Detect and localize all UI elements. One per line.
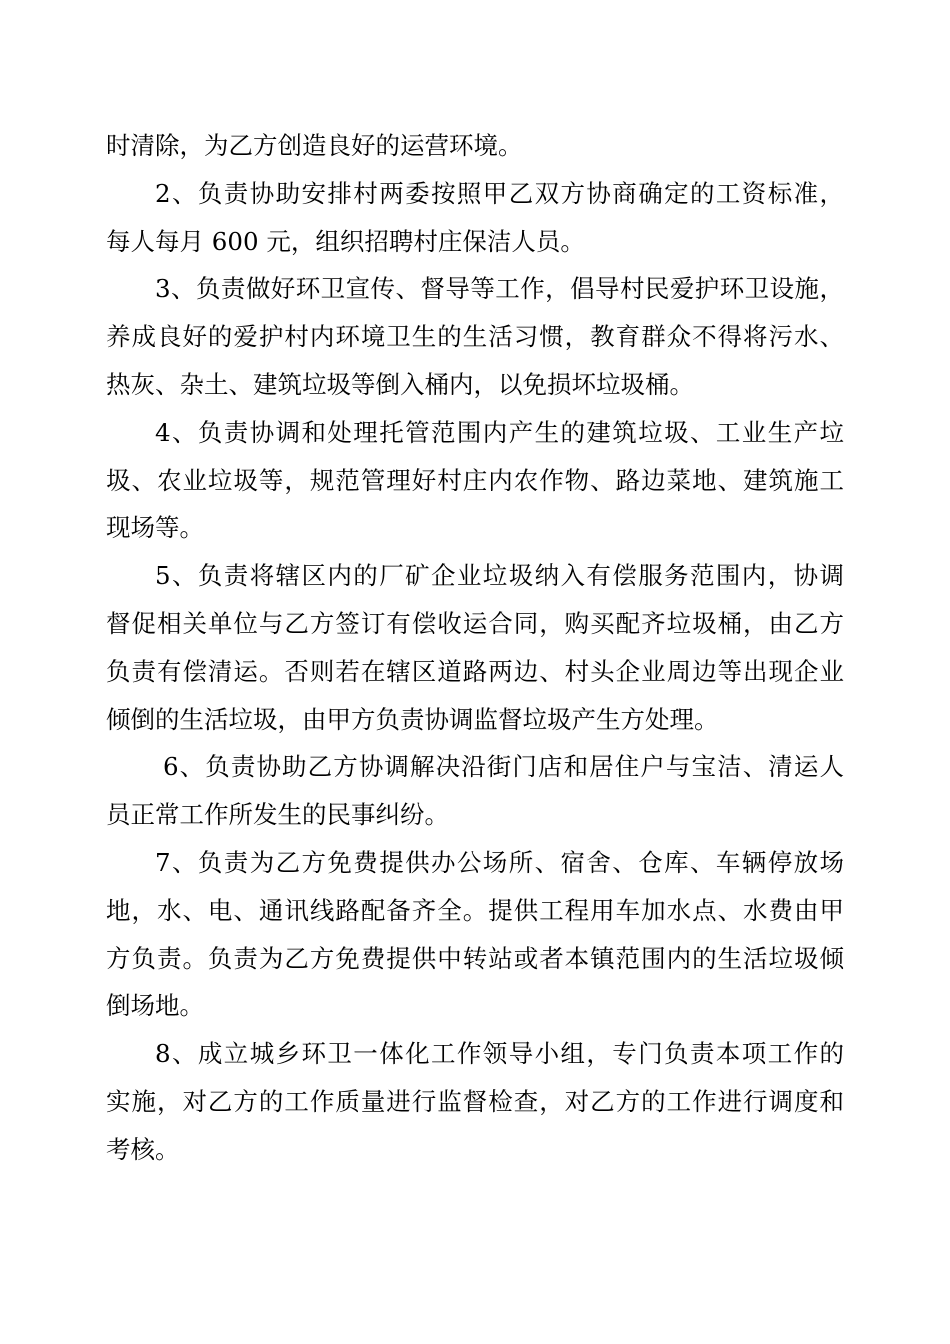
text-line: 实施，对乙方的工作质量进行监督检查，对乙方的工作进行调度和 [106, 1086, 844, 1116]
text-line: 圾、农业垃圾等，规范管理好村庄内农作物、路边菜地、建筑施工 [106, 465, 844, 495]
paragraph-item-6 [106, 743, 844, 839]
text-line: 时清除，为乙方创造良好的运营环境。 [106, 131, 523, 160]
text-line: 3、负责做好环卫宣传、督导等工作，倡导村民爱护环卫设施， [155, 274, 844, 304]
text-line: 热灰、杂土、建筑垃圾等倒入桶内，以免损坏垃圾桶。 [106, 369, 694, 399]
paragraph-item-5 [106, 552, 844, 743]
document-body [106, 122, 844, 1174]
text-line: 方负责。负责为乙方免费提供中转站或者本镇范围内的生活垃圾倾 [106, 943, 844, 973]
paragraph-item-3 [106, 265, 844, 408]
text-line: 8、成立城乡环卫一体化工作领导小组，专门负责本项工作的 [155, 1039, 844, 1069]
paragraph-item-4 [106, 409, 844, 552]
text-line: 养成良好的爱护村内环境卫生的生活习惯，教育群众不得将污水、 [106, 322, 844, 352]
text-line: 5、负责将辖区内的厂矿企业垃圾纳入有偿服务范围内，协调 [155, 561, 844, 591]
text-line: 4、负责协调和处理托管范围内产生的建筑垃圾、工业生产垃 [155, 417, 844, 447]
text-line: 现场等。 [106, 513, 204, 543]
paragraph-item-8 [106, 1030, 844, 1173]
text-line: 考核。 [106, 1134, 180, 1164]
text-line: 7、负责为乙方免费提供办公场所、宿舍、仓库、车辆停放场 [155, 847, 844, 877]
text-line: 每人每月 600 元，组织招聘村庄保洁人员。 [106, 226, 585, 256]
text-line: 员正常工作所发生的民事纠纷。 [106, 800, 449, 830]
text-line: 倾倒的生活垃圾，由甲方负责协调监督垃圾产生方处理。 [106, 704, 719, 734]
text-line: 督促相关单位与乙方签订有偿收运合同，购买配齐垃圾桶，由乙方 [106, 608, 844, 638]
text-line: 倒场地。 [106, 991, 204, 1021]
paragraph-item-2 [106, 170, 844, 266]
paragraph-continuation [106, 122, 844, 170]
text-line: 地，水、电、通讯线路配备齐全。提供工程用车加水点、水费由甲 [106, 895, 844, 925]
text-line: 负责有偿清运。否则若在辖区道路两边、村头企业周边等出现企业 [106, 656, 844, 686]
text-line: 2、负责协助安排村两委按照甲乙双方协商确定的工资标准， [155, 178, 844, 208]
text-line: 6、负责协助乙方协调解决沿街门店和居住户与宝洁、清运人 [163, 752, 844, 782]
paragraph-item-7 [106, 839, 844, 1030]
